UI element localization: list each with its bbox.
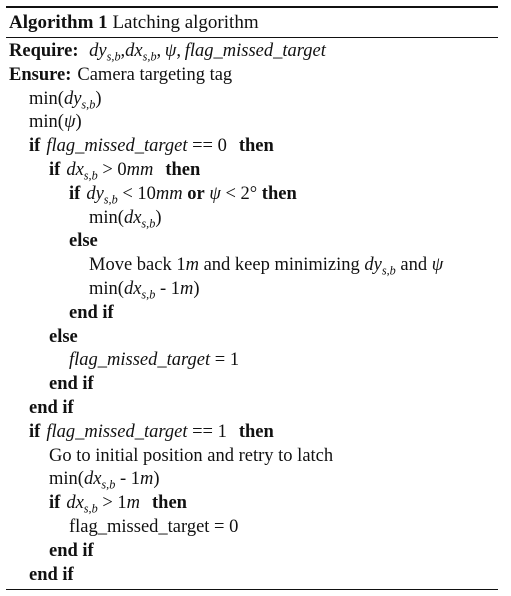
min-dx-line: $\min(dx_{s,b})$	[89, 207, 162, 230]
if-dy-lt-10-line: if $dy_{s,b} < 10mm$ or ψ < 2° then	[69, 183, 297, 207]
min-psi-line: min(ψ)	[29, 112, 82, 133]
go-to-initial-line: Go to initial position and retry to latch	[49, 445, 334, 466]
end-if-line-inner-2: end if	[49, 540, 94, 561]
algorithm-body	[6, 38, 498, 589]
algorithm-title-row	[6, 8, 498, 37]
else-line-outer: else	[49, 326, 78, 347]
min-dx-minus-1m-line-2: $\min(dx_{s,b} - 1m)$	[49, 469, 160, 492]
require-line: Require: $dy_{s,b},dx_{s,b}$, ψ, flag_missed_target	[9, 41, 326, 64]
min-dx-minus-1m-line: $\min(dx_{s,b} - 1m)$	[89, 278, 200, 302]
algorithm-label: Algorithm 1	[9, 12, 108, 33]
end-if-line-3: end if	[69, 302, 114, 323]
else-line-inner: else	[69, 231, 98, 252]
if-flag-1-line: if flag_missed_target == 1 then	[29, 421, 274, 442]
flag-var: flag_missed_target	[184, 41, 326, 61]
end-if-line-final: end if	[29, 564, 74, 585]
ensure-line: Ensure: Camera targeting tag	[9, 64, 233, 85]
move-back-line: Move back 1m and keep minimizing $dy_{s,b}$ and ψ	[89, 255, 444, 278]
if-flag-0-line: if flag_missed_target == 0 then	[29, 136, 274, 157]
min-dy-line: $\min(dy_{s,b})$	[29, 88, 102, 111]
if-dx-gt-0-line: if $dx_{s,b} > 0mm$ then	[49, 159, 201, 183]
flag-set-1-line: flag_missed_target = 1	[69, 350, 240, 371]
algorithm-box	[6, 6, 498, 590]
algorithm-title: Latching algorithm	[112, 12, 259, 33]
bottom-rule	[6, 589, 498, 590]
end-if-line-1: end if	[29, 397, 74, 418]
end-if-line-2: end if	[49, 374, 94, 395]
flag-reset-line: flag_missed_target = 0	[69, 516, 239, 537]
if-dx-gt-1m-line: if $dx_{s,b} > 1m$ then	[49, 493, 187, 516]
